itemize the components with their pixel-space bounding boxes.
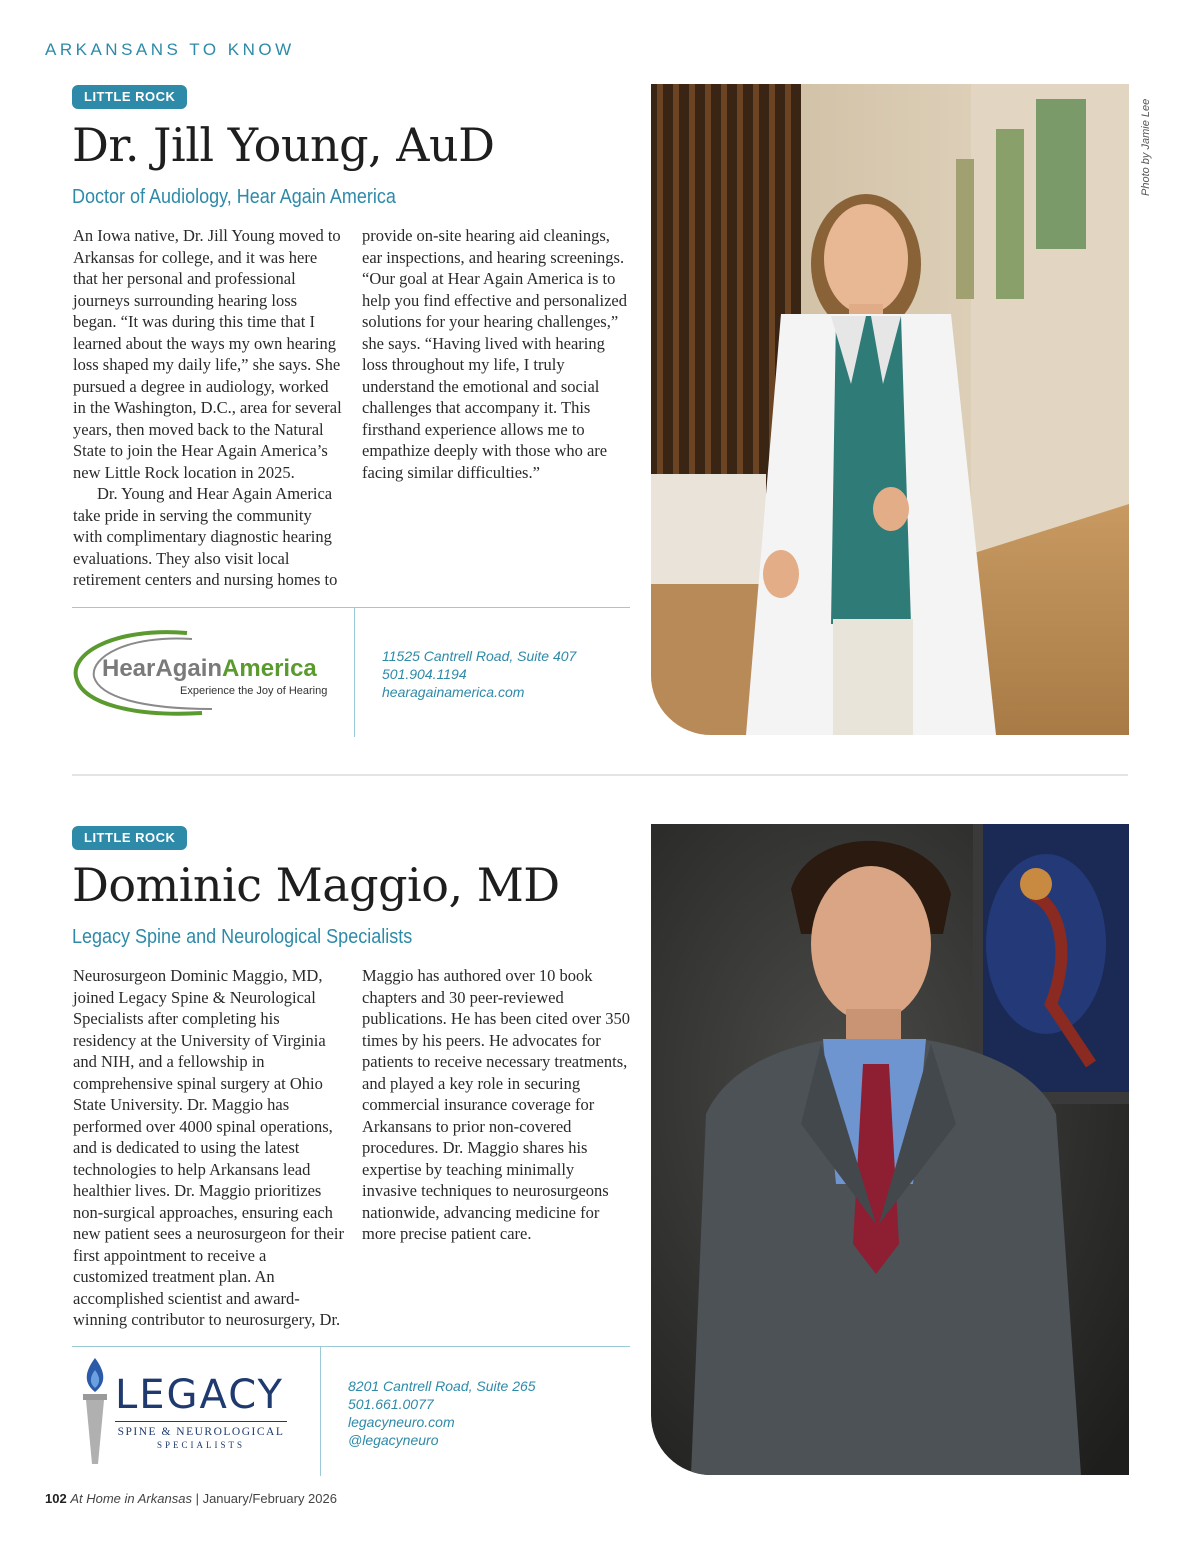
contact-block xyxy=(348,1377,536,1449)
logo-text-legacy: LEGACY xyxy=(115,1372,284,1418)
contact-website[interactable]: legacyneuro.com xyxy=(348,1414,455,1430)
contact-block xyxy=(382,647,576,701)
contact-website[interactable]: hearagainamerica.com xyxy=(382,684,525,700)
bio-paragraph: An Iowa native, Dr. Jill Young moved to Arkansas for college, and it was here that her personal and professional journeys surrounding hearing loss began. “It was during this time that I learned about the ways my own hearing loss shaped my daily life,” she says. She pursued a degree in audiology, worked in the Washington, D.C., area for several years, then moved back to the Natural State to join the Hear Again America’s new Little Rock location in 2025. xyxy=(73,226,342,482)
location-badge: LITTLE ROCK xyxy=(72,85,187,109)
profile-bio xyxy=(73,225,633,595)
legacy-logo xyxy=(75,1356,315,1468)
bio-paragraph: Dr. Young and Hear Again America take pride in serving the community with complimentary diagnostic hearing evaluations. They also visit local retirement centers and nursing homes to provide on-site hearing aid cleanings, ear inspections, and hearing screenings. “Our goal at Hear Again America is to help you find effective and personalized solutions for your hearing challenges,” she says. “Having lived with hearing loss throughout my life, I truly understand the emotional and social challenges that accompany it. This firsthand experience allows me to empathize deeply with those who are facing similar difficulties.” xyxy=(73,226,627,589)
divider-vertical xyxy=(320,1346,321,1476)
logo-tagline: Experience the Joy of Hearing xyxy=(180,685,328,697)
divider-line xyxy=(72,1346,630,1347)
issue-date: | January/February 2026 xyxy=(195,1491,337,1506)
divider-vertical xyxy=(354,607,355,737)
logo-text-hearagain: HearAgain xyxy=(102,655,223,682)
photo-credit: Photo by Jamie Lee xyxy=(1140,98,1152,196)
profile-name: Dominic Maggio, MD xyxy=(72,858,560,912)
location-badge: LITTLE ROCK xyxy=(72,826,187,850)
contact-phone[interactable]: 501.904.1194 xyxy=(382,666,467,682)
logo-text-spine: SPINE & NEUROLOGICAL xyxy=(117,1426,285,1438)
contact-address: 11525 Cantrell Road, Suite 407 xyxy=(382,648,577,664)
hear-again-america-logo xyxy=(72,625,337,720)
logo-text-america: America xyxy=(222,655,317,682)
contact-phone[interactable]: 501.661.0077 xyxy=(348,1396,434,1412)
bio-paragraph: Neurosurgeon Dominic Maggio, MD, joined Legacy Spine & Neurological Specialists after completing his residency at the University of Virginia and NIH, and a fellowship in comprehensive spinal surgery at Ohio State University. Dr. Maggio has performed over 4000 spinal operations, and is dedicated to using the latest technologies to help Arkansans lead healthier lives. Dr. Maggio prioritizes non-surgical approaches, ensuring each new patient sees a neurosurgeon for their first appointment to receive a customized treatment plan. An accomplished scientist and award-winning contributor to neurosurgery, Dr. Maggio has authored over 10 book chapters and 30 peer-reviewed publications. He has been cited over 350 times by his peers. He advocates for patients to receive necessary treatments, and played a key role in securing commercial insurance coverage for Arkansans to prior non-covered procedures. Dr. Maggio shares his expertise by teaching minimally invasive techniques to neurosurgeons nationwide, advancing medicine for more precise patient care. xyxy=(73,966,631,1329)
profile-subtitle: Doctor of Audiology, Hear Again America xyxy=(72,186,396,208)
section-label: ARKANSANS TO KNOW xyxy=(45,40,295,59)
page-number: 102 xyxy=(45,1491,67,1506)
profile-name: Dr. Jill Young, AuD xyxy=(72,118,495,172)
divider-line xyxy=(72,607,630,608)
page-footer xyxy=(45,1491,337,1506)
contact-social[interactable]: @legacyneuro xyxy=(348,1432,439,1448)
profile-subtitle: Legacy Spine and Neurological Specialists xyxy=(72,926,413,948)
section-divider xyxy=(72,774,1128,776)
magazine-title: At Home in Arkansas xyxy=(70,1491,192,1506)
profile-photo xyxy=(651,824,1129,1475)
logo-text-specialists: SPECIALISTS xyxy=(156,1440,245,1450)
contact-address: 8201 Cantrell Road, Suite 265 xyxy=(348,1378,536,1394)
torch-icon xyxy=(75,1356,115,1468)
profile-photo xyxy=(651,84,1129,735)
profile-bio xyxy=(73,965,633,1331)
